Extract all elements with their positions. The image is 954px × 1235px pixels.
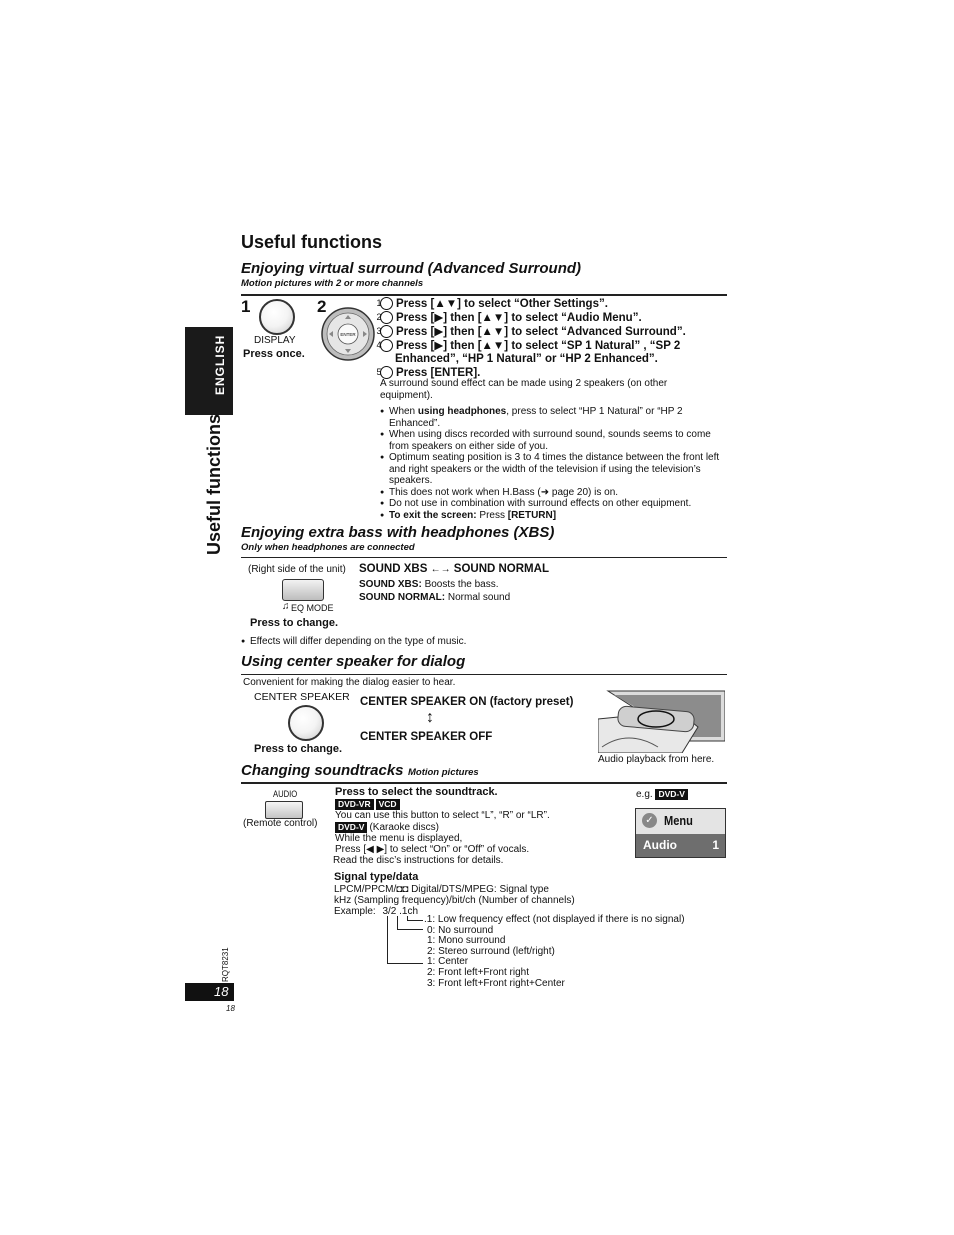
tree-item: .1: Low frequency effect (not displayed if there is no signal) xyxy=(424,914,685,925)
center-speaker-button-label: CENTER SPEAKER xyxy=(254,691,350,703)
channel-tree xyxy=(424,915,685,989)
page-title: Useful functions xyxy=(241,232,383,252)
page-number: 18 xyxy=(214,984,229,999)
audio-button[interactable] xyxy=(265,801,303,819)
soundtracks-heading-line xyxy=(241,762,479,780)
tree-item: 1: Mono surround xyxy=(427,935,506,947)
note-headphones: ● When using headphones, press to select “HP 1 Natural” or “HP 2 Enhanced”. xyxy=(380,406,728,429)
audio-button-label: AUDIO xyxy=(273,789,298,799)
menu-header: ✓ Menu xyxy=(636,809,725,834)
note-surround-discs: ● When using discs recorded with surround sound, sounds seems to come from speakers on either side of you. xyxy=(380,429,728,452)
dvd-vr-tag: DVD-VR xyxy=(335,799,374,810)
checkmark-icon: ✓ xyxy=(642,813,657,828)
signal-heading: Signal type/data xyxy=(334,871,419,883)
example-label: e.g. DVD-V xyxy=(636,789,690,800)
center-speaker-on: CENTER SPEAKER ON (factory preset) xyxy=(360,696,574,708)
soundtracks-heading-suffix: Motion pictures xyxy=(407,767,479,778)
surround-notes xyxy=(380,406,728,521)
up-down-arrow-icon: ↕ xyxy=(426,709,434,726)
xbs-subheading: Only when headphones are connected xyxy=(241,542,415,553)
note-exit: ● To exit the screen: Press [RETURN] xyxy=(380,510,728,522)
language-label: ENGLISH xyxy=(213,334,227,395)
soundtracks-heading: Changing soundtracks xyxy=(241,762,404,779)
tree-item: 1: Center xyxy=(427,956,469,968)
center-speaker-intro: Convenient for making the dialog easier to hear. xyxy=(243,677,456,688)
headphone-icon: ♫ xyxy=(282,601,290,612)
doc-code: RQT8231 xyxy=(221,947,230,982)
step-1-number: 1 xyxy=(241,297,251,316)
read-instructions: Read the disc’s instructions for details. xyxy=(333,855,504,866)
xbs-heading: Enjoying extra bass with headphones (XBS) xyxy=(241,524,555,541)
xbs-desc: SOUND XBS: Boosts the bass. SOUND NORMAL: Normal sound xyxy=(359,579,511,603)
press-once: Press once. xyxy=(243,348,305,360)
center-speaker-heading: Using center speaker for dialog xyxy=(241,653,466,670)
step-item: 5 Press [ENTER]. xyxy=(376,367,481,379)
step-2-number: 2 xyxy=(317,297,327,316)
tree-item: 2: Front left+Front right xyxy=(427,966,529,978)
example-dvd-v-tag: DVD-V xyxy=(655,789,687,800)
xbs-note: ● Effects will differ depending on the type of music. xyxy=(241,636,650,648)
tree-item: 0: No surround xyxy=(427,924,494,936)
player-illustration xyxy=(598,689,725,753)
menu-display xyxy=(635,808,726,858)
eq-mode-label: EQ MODE xyxy=(291,603,334,613)
display-button[interactable] xyxy=(259,299,295,335)
audio-playback-caption: Audio playback from here. xyxy=(598,754,715,765)
eq-mode-button[interactable] xyxy=(282,579,324,601)
press-select-soundtrack: Press to select the soundtrack. xyxy=(335,786,498,798)
note-hbass: ● This does not work when H.Bass (➜ page 20) is on. xyxy=(380,487,728,499)
dvd-v-tag: DVD-V xyxy=(335,822,367,833)
toggle-arrow-icon: ←→ xyxy=(430,564,451,575)
surround-subheading: Motion pictures with 2 or more channels xyxy=(241,278,424,289)
enter-label: ENTER xyxy=(340,332,356,337)
xbs-press-to-change: Press to change. xyxy=(250,617,339,629)
display-button-label: DISPLAY xyxy=(254,335,296,346)
soundtrack-details: DVD-VR VCD You can use this button to select “L”, “R” or “LR”. DVD-V (Karaoke discs) While the menu is displayed, Press [◀ ▶] to select “On” or “Off” of vocals. xyxy=(335,799,550,856)
step-item: 2 Press [▶] then [▲▼] to select “Audio Menu”. xyxy=(376,312,642,324)
signal-info: LPCM/PPCM/◘◘ Digital/DTS/MPEG: Signal type kHz (Sampling frequency)/bit/ch (Number of channels) Example: 3/2 .1ch xyxy=(334,884,575,917)
note-seating: ● Optimum seating position is 3 to 4 times the distance between the front left and right speakers or the width of the television if using the television’s speakers. xyxy=(380,452,728,487)
tree-item: 3: Front left+Front right+Center xyxy=(427,977,565,989)
surround-steps xyxy=(376,297,726,380)
xbs-location: (Right side of the unit) xyxy=(248,564,346,575)
step-item: 4 Press [▶] then [▲▼] to select “SP 1 Natural” , “SP 2 Enhanced”, “HP 1 Natural” or “HP 2 Enhanced”. xyxy=(376,340,681,365)
tree-item: 2: Stereo surround (left/right) xyxy=(427,945,555,957)
footer-page-number: 18 xyxy=(226,1004,235,1013)
vcd-tag: VCD xyxy=(376,799,400,810)
remote-control-label: (Remote control) xyxy=(243,818,318,829)
menu-audio-row: Audio 1 xyxy=(636,834,725,857)
section-side-title: Useful functions xyxy=(204,413,224,555)
step-item: 1 Press [▲▼] to select “Other Settings”. xyxy=(376,298,608,310)
navigation-pad[interactable] xyxy=(320,306,376,362)
surround-description: A surround sound effect can be made using 2 speakers (on other equipment). xyxy=(380,378,668,401)
center-speaker-button[interactable] xyxy=(288,705,324,741)
center-speaker-off: CENTER SPEAKER OFF xyxy=(360,731,493,743)
center-speaker-press: Press to change. xyxy=(254,743,343,755)
step-item: 3 Press [▶] then [▲▼] to select “Advanced Surround”. xyxy=(376,326,686,338)
surround-heading: Enjoying virtual surround (Advanced Surround) xyxy=(241,260,582,277)
xbs-toggle: SOUND XBS ←→ SOUND NORMAL xyxy=(359,563,549,575)
note-other-equipment: ● Do not use in combination with surround effects on other equipment. xyxy=(380,498,728,510)
